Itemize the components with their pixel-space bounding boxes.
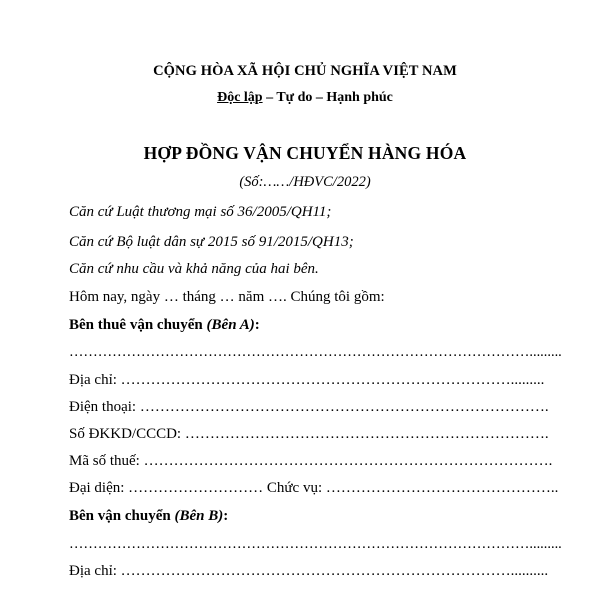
party-a-tax-code: Mã số thuế: ………………………………………………………………………. bbox=[69, 453, 553, 469]
contract-title: HỢP ĐỒNG VẬN CHUYỂN HÀNG HÓA bbox=[143, 143, 467, 163]
party-b-name-line: ……………………………………………………………………………………......... bbox=[69, 536, 562, 552]
party-a-name-line: ……………………………………………………………………………………......... bbox=[69, 344, 562, 360]
motto-freedom-happiness: – Tự do – Hạnh phúc bbox=[262, 90, 393, 105]
party-a-role: (Bên A) bbox=[206, 317, 255, 333]
party-a-address: Địa chỉ: ……………………………………………………………………......... bbox=[69, 372, 545, 388]
legal-basis-2: Căn cứ Bộ luật dân sự 2015 số 91/2015/QH13; bbox=[69, 234, 354, 250]
legal-basis-1: Căn cứ Luật thương mại số 36/2005/QH11; bbox=[69, 204, 332, 220]
national-name: CỘNG HÒA XÃ HỘI CHỦ NGHĨA VIỆT NAM bbox=[153, 63, 457, 79]
party-a-representative: Đại diện: ……………………… Chức vụ: ……………………………………….. bbox=[69, 480, 559, 496]
party-b-label: Bên vận chuyển bbox=[69, 508, 175, 524]
party-b-colon: : bbox=[223, 508, 229, 524]
party-b-address: Địa chỉ: …………………………………………………………………….......... bbox=[69, 563, 549, 579]
party-a-business-id: Số ĐKKD/CCCD: ………………………………………………………………. bbox=[69, 426, 549, 442]
intro-line: Hôm nay, ngày … tháng … năm …. Chúng tôi gồm: bbox=[69, 289, 385, 305]
national-motto bbox=[0, 89, 610, 107]
legal-basis-3: Căn cứ nhu cầu và khả năng của hai bên. bbox=[69, 261, 319, 277]
party-a-label: Bên thuê vận chuyển bbox=[69, 317, 207, 333]
party-a-heading bbox=[69, 316, 260, 334]
motto-independence: Độc lập bbox=[217, 90, 263, 105]
party-a-phone: Điện thoại: ………………………………………………………………………. bbox=[69, 399, 549, 415]
party-b-heading bbox=[69, 507, 228, 525]
party-b-role: (Bên B) bbox=[174, 508, 224, 524]
contract-number: (Số:……/HĐVC/2022) bbox=[239, 174, 371, 190]
party-a-colon: : bbox=[254, 317, 260, 333]
